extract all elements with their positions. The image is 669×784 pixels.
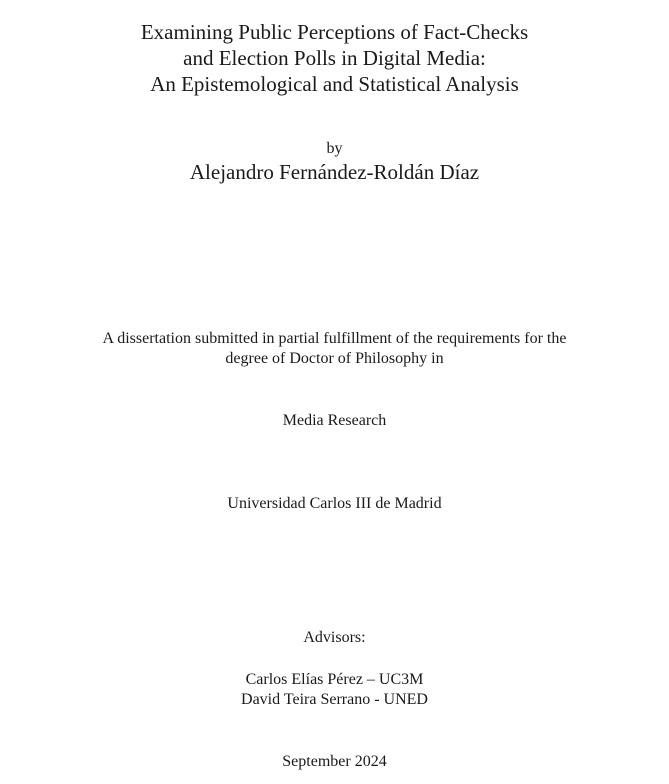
advisor-name: David Teira Serrano - UNED <box>241 691 428 708</box>
dissertation-statement-line-2: degree of Doctor of Philosophy in <box>225 350 444 367</box>
advisors-heading: Advisors: <box>303 629 366 646</box>
university-name: Universidad Carlos III de Madrid <box>227 495 442 512</box>
submission-date: September 2024 <box>282 753 387 770</box>
field-of-study: Media Research <box>282 412 387 429</box>
author-name: Alejandro Fernández-Roldán Díaz <box>189 160 480 184</box>
dissertation-statement-line-1: A dissertation submitted in partial fulfillment of the requirements for the <box>102 330 567 347</box>
title-line-2: and Election Polls in Digital Media: <box>183 46 486 70</box>
by-label: by <box>326 140 343 157</box>
title-line-3: An Epistemological and Statistical Analysis <box>150 72 519 96</box>
title-line-1: Examining Public Perceptions of Fact-Checks <box>140 20 529 44</box>
advisor-name: Carlos Elías Pérez – UC3M <box>245 671 424 688</box>
